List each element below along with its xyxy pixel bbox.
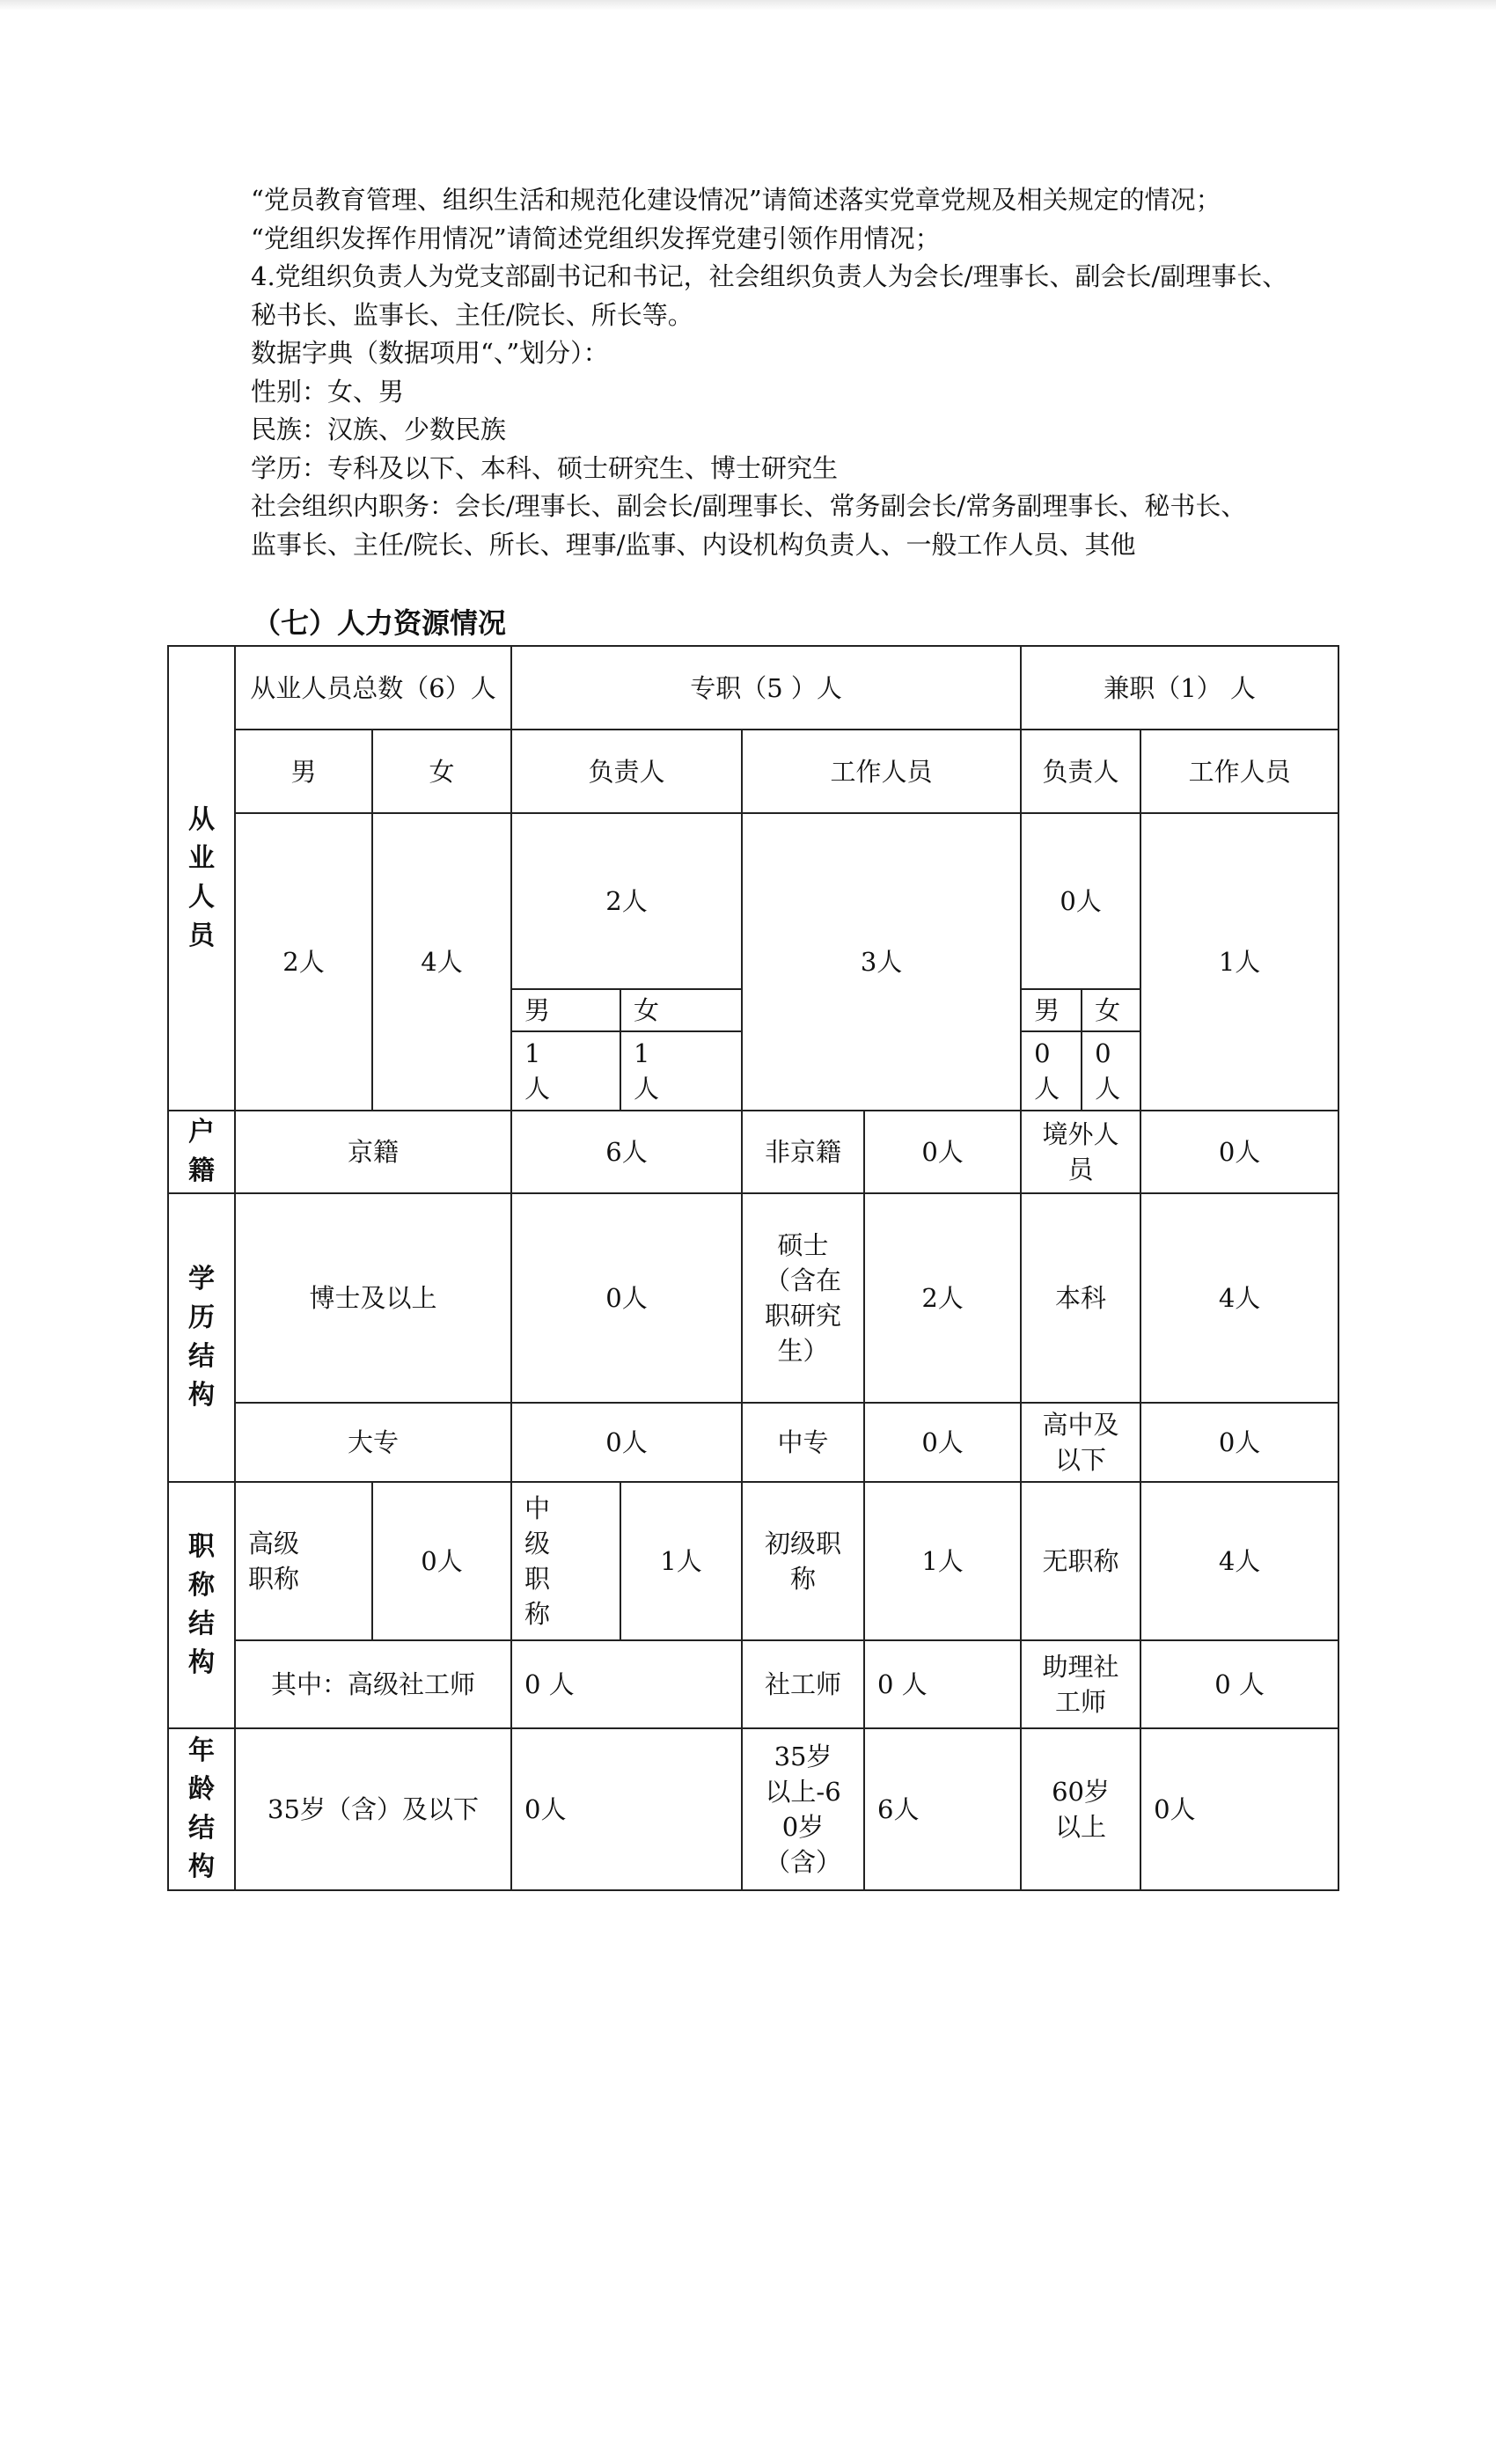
senior-title-count: 0人	[372, 1482, 511, 1640]
master-count: 2人	[864, 1193, 1021, 1403]
fulltime-worker-count: 3人	[742, 813, 1021, 1111]
note-line: “党员教育管理、组织生活和规范化建设情况”请简述落实党章党规及相关规定的情况；	[251, 185, 1221, 215]
master-label: 硕士（含在职研究生）	[742, 1193, 864, 1403]
middle-title-label: 中级职称	[511, 1482, 620, 1640]
section-title: （七）人力资源情况	[253, 606, 507, 640]
note-line: 4.党组织负责人为党支部副书记和书记，社会组织负责人为会长/理事长、副会长/副理事长、	[251, 261, 1288, 291]
age35-60-count: 6人	[864, 1728, 1021, 1890]
pt-leader-female-count: 0人	[1082, 1031, 1140, 1111]
beijing-label: 京籍	[235, 1111, 511, 1193]
note-line: 学历：专科及以下、本科、硕士研究生、博士研究生	[251, 452, 839, 483]
male-count: 2人	[235, 813, 372, 1111]
instruction-notes	[251, 181, 1298, 564]
pt-leader-male-count: 0人	[1021, 1031, 1082, 1111]
highschool-label: 高中及以下	[1021, 1403, 1140, 1482]
under35-count: 0人	[511, 1728, 742, 1890]
technical-count: 0人	[864, 1403, 1021, 1482]
note-line: 监事长、主任/院长、所长、理事/监事、内设机构负责人、一般工作人员、其他	[251, 529, 1136, 560]
note-line: 民族：汉族、少数民族	[251, 414, 507, 444]
highschool-count: 0人	[1140, 1403, 1338, 1482]
total-staff-label: 从业人员总数（6）人	[235, 646, 511, 730]
ft-leader-male-label: 男	[511, 989, 620, 1031]
note-line: “党组织发挥作用情况”请简述党组织发挥党建引领作用情况；	[251, 223, 941, 253]
title-header: 职称结构	[168, 1482, 235, 1728]
parttime-worker-label: 工作人员	[1140, 730, 1338, 813]
hukou-header: 户籍	[168, 1111, 235, 1193]
fulltime-leader-label: 负责人	[511, 730, 742, 813]
ft-leader-female-count: 1人	[620, 1031, 742, 1111]
nonbeijing-label: 非京籍	[742, 1111, 864, 1193]
senior-title-label: 高级职称	[235, 1482, 372, 1640]
fulltime-worker-label: 工作人员	[742, 730, 1021, 813]
bachelor-count: 4人	[1140, 1193, 1338, 1403]
fulltime-leader-count: 2人	[511, 813, 742, 989]
female-label: 女	[372, 730, 511, 813]
ft-leader-female-label: 女	[620, 989, 742, 1031]
doctor-count: 0人	[511, 1193, 742, 1403]
parttime-leader-label: 负责人	[1021, 730, 1140, 813]
socialworker-count: 0 人	[864, 1640, 1021, 1728]
parttime-label: 兼职（1） 人	[1021, 646, 1338, 730]
assistant-socialworker-count: 0 人	[1140, 1640, 1338, 1728]
note-line: 秘书长、监事长、主任/院长、所长等。	[251, 299, 693, 330]
no-title-count: 4人	[1140, 1482, 1338, 1640]
over60-count: 0人	[1140, 1728, 1338, 1890]
no-title-label: 无职称	[1021, 1482, 1140, 1640]
hr-table	[167, 645, 1339, 1891]
pt-leader-female-label: 女	[1082, 989, 1140, 1031]
note-line: 社会组织内职务：会长/理事长、副会长/副理事长、常务副会长/常务副理事长、秘书长、	[251, 491, 1247, 521]
over60-label: 60岁以上	[1021, 1728, 1140, 1890]
parttime-leader-count: 0人	[1021, 813, 1140, 989]
assistant-socialworker-label: 助理社工师	[1021, 1640, 1140, 1728]
pt-leader-male-label: 男	[1021, 989, 1082, 1031]
bachelor-label: 本科	[1021, 1193, 1140, 1403]
junior-title-label: 初级职称	[742, 1482, 864, 1640]
nonbeijing-count: 0人	[864, 1111, 1021, 1193]
college-count: 0人	[511, 1403, 742, 1482]
note-line: 性别：女、男	[251, 376, 405, 407]
overseas-label: 境外人员	[1021, 1111, 1140, 1193]
doctor-label: 博士及以上	[235, 1193, 511, 1403]
college-label: 大专	[235, 1403, 511, 1482]
socialworker-label: 社工师	[742, 1640, 864, 1728]
parttime-worker-count: 1人	[1140, 813, 1338, 1111]
age-header: 年龄结构	[168, 1728, 235, 1890]
beijing-count: 6人	[511, 1111, 742, 1193]
technical-label: 中专	[742, 1403, 864, 1482]
male-label: 男	[235, 730, 372, 813]
scan-top-edge	[0, 0, 1496, 11]
senior-socialworker-count: 0 人	[511, 1640, 742, 1728]
overseas-count: 0人	[1140, 1111, 1338, 1193]
note-line: 数据字典（数据项用“、”划分）：	[251, 338, 609, 368]
female-count: 4人	[372, 813, 511, 1111]
middle-title-count: 1人	[620, 1482, 742, 1640]
staff-header: 从业人员	[168, 646, 235, 1111]
under35-label: 35岁（含）及以下	[235, 1728, 511, 1890]
senior-socialworker-label: 其中：高级社工师	[235, 1640, 511, 1728]
ft-leader-male-count: 1人	[511, 1031, 620, 1111]
junior-title-count: 1人	[864, 1482, 1021, 1640]
age35-60-label: 35岁以上-60岁（含）	[742, 1728, 864, 1890]
fulltime-label: 专职（5 ）人	[511, 646, 1021, 730]
education-header: 学历结构	[168, 1193, 235, 1482]
